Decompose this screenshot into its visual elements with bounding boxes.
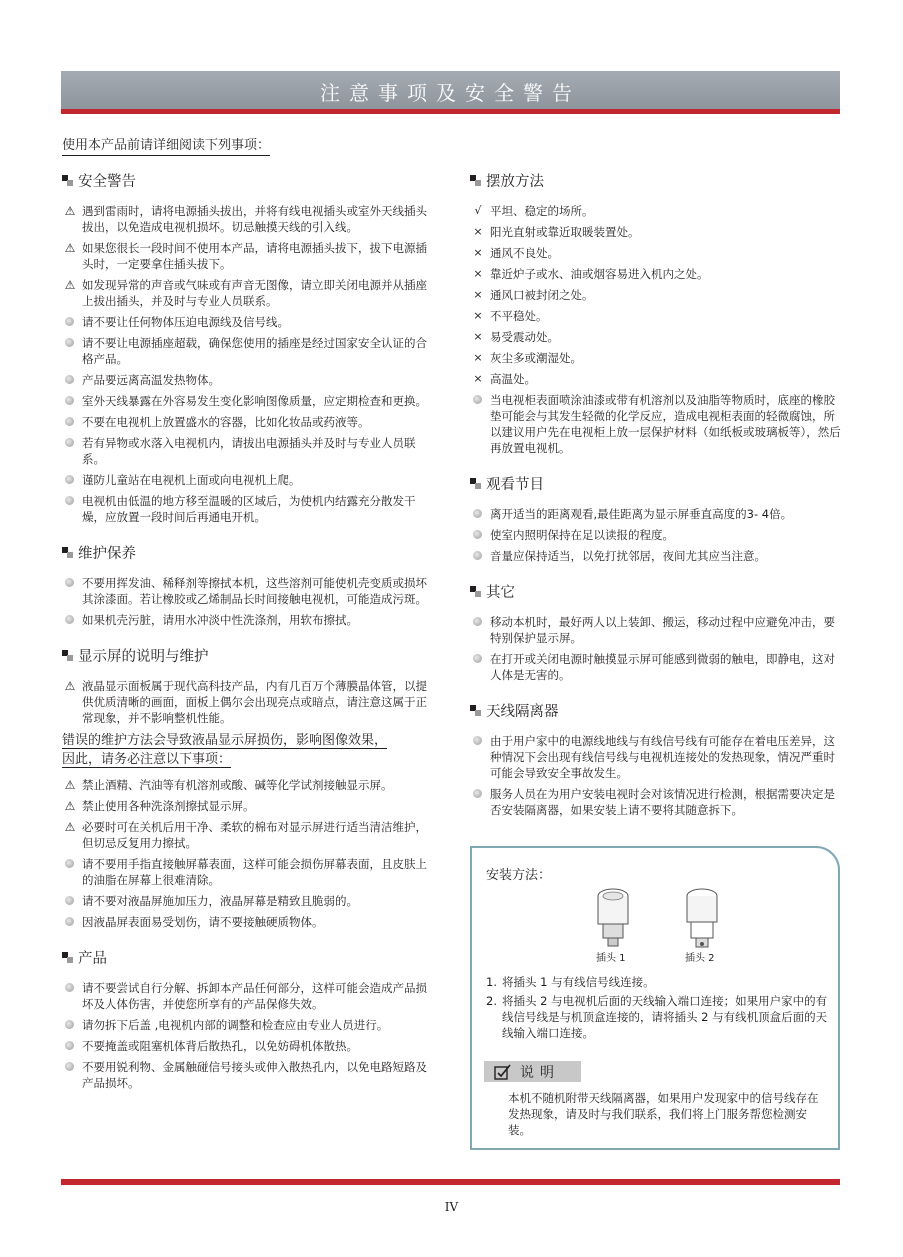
- list-item: [62, 1059, 434, 1091]
- section-title-text: 其它: [486, 585, 515, 601]
- cross-icon: ×: [473, 288, 483, 301]
- warning-icon: ⚠: [64, 278, 76, 292]
- list-item: [62, 393, 434, 409]
- list-item-text: 当电视柜表面喷涂油漆或带有机溶剂以及油脂等物质时，底座的橡胶垫可能会与其发生轻微的化学反应，造成电视柜表面的轻微腐蚀，所以建议用户先在电视柜上放一层保护材料（如纸板或玻璃板等），然后再放置电视机。: [490, 393, 841, 455]
- list-item-text: 如果您很长一段时间不使用本产品，请将电源插头拔下，拔下电源插头时，一定要拿住插头拔下。: [82, 241, 427, 271]
- bullet-dot-icon: [65, 496, 74, 505]
- section-title-text: 观看节目: [486, 477, 544, 493]
- list-item-text: 请不要让电源插座超载，确保您使用的插座是经过国家安全认证的合格产品。: [82, 336, 427, 366]
- note-badge: [484, 1061, 581, 1082]
- section-title-other: [470, 581, 842, 602]
- section-title-maintenance: [62, 542, 434, 563]
- list-item-text: 产品要远离高温发热物体。: [82, 373, 220, 387]
- isolator-list: [470, 733, 842, 818]
- screen-warning-line1: 错误的维护方法会导致液晶显示屏损伤，影响图像效果，: [62, 733, 388, 748]
- list-item: [470, 266, 842, 282]
- other-list: [470, 614, 842, 683]
- bullet-dot-icon: [473, 736, 482, 745]
- page-number: IV: [444, 1200, 459, 1214]
- cross-icon: ×: [473, 372, 483, 385]
- list-item: [62, 893, 434, 909]
- list-item-text: 灰尘多或潮湿处。: [490, 351, 582, 365]
- list-item: [62, 314, 434, 330]
- list-item-text: 易受震动处。: [490, 330, 559, 344]
- bullet-dot-icon: [65, 983, 74, 992]
- bullet-dot-icon: [473, 395, 482, 404]
- list-item: [470, 392, 842, 456]
- install-step-text: 将插头 1 与有线信号线连接。: [502, 975, 655, 989]
- warning-icon: ⚠: [64, 204, 76, 218]
- section-marker-icon: [62, 952, 73, 963]
- cross-icon: ×: [473, 351, 483, 364]
- install-step-text: 将插头 2 与电视机后面的天线输入端口连接；如果用户家中的有线信号线是与机顶盒连接的，请将插头 2 与有线机顶盒后面的天线输入端口连接。: [502, 994, 828, 1040]
- plug-2-icon: [682, 886, 722, 956]
- section-title-text: 天线隔离器: [486, 704, 559, 720]
- section-title-isolator: [470, 700, 842, 721]
- screen-list-a: [62, 678, 434, 726]
- list-item: [62, 240, 434, 272]
- bullet-dot-icon: [65, 896, 74, 905]
- plug-1-icon: [593, 886, 633, 956]
- install-title: 安装方法：: [486, 868, 552, 883]
- list-item-text: 电视机由低温的地方移至温暖的区域后，为使机内结露充分散发干燥，应放置一段时间后再通电开机。: [82, 494, 416, 524]
- bullet-dot-icon: [65, 615, 74, 624]
- list-item-text: 室外天线暴露在外容易发生变化影响图像质量，应定期检查和更换。: [82, 394, 427, 408]
- right-column: [470, 170, 842, 823]
- section-title-text: 安全警告: [78, 174, 136, 190]
- section-marker-icon: [62, 175, 73, 186]
- bullet-dot-icon: [65, 578, 74, 587]
- list-item-text: 禁止酒精、汽油等有机溶剂或酸、碱等化学试剂接触显示屏。: [82, 778, 393, 792]
- check-icon: √: [474, 204, 482, 217]
- list-item-text: 阳光直射或靠近取暖装置处。: [490, 225, 640, 239]
- bullet-dot-icon: [65, 438, 74, 447]
- page-title: 注意事项及安全警告: [320, 81, 581, 105]
- list-item-text: 请不要让任何物体压迫电源线及信号线。: [82, 315, 289, 329]
- install-steps: [486, 974, 828, 1044]
- note-text: 本机不随机附带天线隔离器，如果用户发现家中的信号线存在发热现象，请及时与我们联系，我们将上门服务帮您检测安装。: [508, 1091, 819, 1137]
- section-title-text: 显示屏的说明与维护: [78, 649, 209, 665]
- section-marker-icon: [470, 586, 481, 597]
- list-item-text: 靠近炉子或水、油或烟容易进入机内之处。: [490, 267, 709, 281]
- section-title-text: 维护保养: [78, 546, 136, 562]
- install-step-number: 2.: [486, 994, 497, 1008]
- list-item: [470, 527, 842, 543]
- list-item: [470, 548, 842, 564]
- list-item-text: 使室内照明保持在足以读报的程度。: [490, 528, 674, 542]
- list-item: [470, 371, 842, 387]
- bullet-dot-icon: [473, 617, 482, 626]
- list-item-text: 通风口被封闭之处。: [490, 288, 594, 302]
- list-item: [62, 1017, 434, 1033]
- bullet-dot-icon: [65, 475, 74, 484]
- cross-icon: ×: [473, 267, 483, 280]
- list-item: [62, 203, 434, 235]
- list-item: [62, 435, 434, 467]
- list-item: [62, 414, 434, 430]
- list-item-text: 液晶显示面板属于现代高科技产品，内有几百万个薄膜晶体管，以提供优质清晰的画面，面板上偶尔会出现亮点或暗点，请注意这属于正常现象，并不影响整机性能。: [82, 679, 427, 725]
- section-title-placement: [470, 170, 842, 191]
- bullet-dot-icon: [65, 317, 74, 326]
- list-item-text: 不要用锐利物、金属触碰信号接头或伸入散热孔内，以免电路短路及产品损坏。: [82, 1060, 427, 1090]
- bullet-dot-icon: [473, 551, 482, 560]
- section-title-text: 产品: [78, 951, 107, 967]
- bullet-dot-icon: [65, 417, 74, 426]
- bullet-dot-icon: [65, 338, 74, 347]
- bullet-dot-icon: [473, 654, 482, 663]
- list-item-text: 请不要用手指直接触屏幕表面，这样可能会损伤屏幕表面，且皮肤上的油脂在屏幕上很难清除。: [82, 857, 427, 887]
- list-item: [62, 472, 434, 488]
- bullet-dot-icon: [65, 375, 74, 384]
- list-item: [470, 287, 842, 303]
- bullet-dot-icon: [65, 1062, 74, 1071]
- list-item: [470, 786, 842, 818]
- list-item-text: 平坦、稳定的场所。: [490, 204, 594, 218]
- list-item-text: 音量应保持适当，以免打扰邻居，夜间尤其应当注意。: [490, 549, 766, 563]
- list-item-text: 禁止使用各种洗涤剂擦拭显示屏。: [82, 799, 255, 813]
- warning-icon: ⚠: [64, 679, 76, 693]
- section-title-safety: [62, 170, 434, 191]
- list-item: [62, 1038, 434, 1054]
- list-item-text: 由于用户家中的电源线地线与有线信号线有可能存在着电压差异，这种情况下会出现有线信号线与电视机连接处的发热现象，情况严重时可能会导致安全事故发生。: [490, 734, 835, 780]
- list-item-text: 通风不良处。: [490, 246, 559, 260]
- list-item-text: 高温处。: [490, 372, 536, 386]
- section-marker-icon: [470, 175, 481, 186]
- bullet-dot-icon: [473, 509, 482, 518]
- list-item: [62, 856, 434, 888]
- warning-icon: ⚠: [64, 799, 76, 813]
- header-bar: [61, 71, 840, 109]
- list-item: [470, 651, 842, 683]
- list-item: [62, 575, 434, 607]
- list-item: [62, 678, 434, 726]
- bullet-dot-icon: [65, 396, 74, 405]
- placement-list: [470, 203, 842, 456]
- list-item: [470, 506, 842, 522]
- plug-1-label: 插头 1: [596, 953, 626, 964]
- screen-warning-line2: 因此，请务必注意以下事项：: [62, 752, 232, 767]
- install-box: [470, 846, 840, 1150]
- list-item-text: 不要用挥发油、稀释剂等擦拭本机，这些溶剂可能使机壳变质或损坏其涂漆面。若让橡胶或乙烯制品长时间接触电视机，可能造成污斑。: [82, 576, 427, 606]
- list-item-text: 遇到雷雨时，请将电源插头拔出，并将有线电视插头或室外天线插头拔出，以免造成电视机损坏。切忌触摸天线的引入线。: [82, 204, 427, 234]
- cross-icon: ×: [473, 309, 483, 322]
- list-item: [62, 777, 434, 793]
- bullet-dot-icon: [473, 789, 482, 798]
- list-item: [470, 224, 842, 240]
- list-item-text: 请勿拆下后盖 ,电视机内部的调整和检查应由专业人员进行。: [82, 1018, 389, 1032]
- section-title-text: 摆放方法: [486, 174, 544, 190]
- list-item: [62, 980, 434, 1012]
- cross-icon: ×: [473, 330, 483, 343]
- list-item-text: 如发现异常的声音或气味或有声音无图像，请立即关闭电源并从插座上拔出插头，并及时与专业人员联系。: [82, 278, 427, 308]
- list-item: [62, 335, 434, 367]
- list-item: [62, 493, 434, 525]
- list-item: [470, 733, 842, 781]
- list-item-text: 因液晶屏表面易受划伤，请不要接触硬质物体。: [82, 915, 324, 929]
- warning-icon: ⚠: [64, 778, 76, 792]
- header-divider: [61, 109, 840, 114]
- product-list: [62, 980, 434, 1091]
- footer-divider: [61, 1179, 840, 1185]
- screen-list-b: [62, 777, 434, 930]
- list-item-text: 谨防儿童站在电视机上面或向电视机上爬。: [82, 473, 301, 487]
- list-item-text: 在打开或关闭电源时触摸显示屏可能感到微弱的触电，即静电，这对人体是无害的。: [490, 652, 835, 682]
- cross-icon: ×: [473, 246, 483, 259]
- list-item: [470, 308, 842, 324]
- install-step: [486, 993, 828, 1041]
- list-item: [470, 203, 842, 219]
- list-item-text: 请不要对液晶屏施加压力，液晶屏幕是精致且脆弱的。: [82, 894, 358, 908]
- install-step-number: 1.: [486, 975, 497, 989]
- warning-icon: ⚠: [64, 820, 76, 834]
- maintenance-list: [62, 575, 434, 628]
- section-marker-icon: [62, 650, 73, 661]
- bullet-dot-icon: [65, 1020, 74, 1029]
- plug-2-label: 插头 2: [685, 953, 715, 964]
- list-item-text: 移动本机时，最好两人以上装卸、搬运，移动过程中应避免冲击，要特别保护显示屏。: [490, 615, 835, 645]
- list-item-text: 若有异物或水落入电视机内，请拔出电源插头并及时与专业人员联系。: [82, 436, 416, 466]
- list-item-text: 不要在电视机上放置盛水的容器，比如化妆品或药液等。: [82, 415, 370, 429]
- note-label: 说明: [520, 1064, 560, 1081]
- section-title-screen: [62, 645, 434, 666]
- list-item-text: 离开适当的距离观看,最佳距离为显示屏垂直高度的3- 4倍。: [490, 507, 793, 521]
- warning-icon: ⚠: [64, 241, 76, 255]
- list-item-text: 如果机壳污脏，请用水冲淡中性洗涤剂，用软布擦拭。: [82, 613, 358, 627]
- viewing-list: [470, 506, 842, 564]
- list-item: [470, 614, 842, 646]
- list-item: [62, 612, 434, 628]
- list-item: [62, 914, 434, 930]
- section-marker-icon: [470, 705, 481, 716]
- list-item: [62, 798, 434, 814]
- safety-list: [62, 203, 434, 525]
- note-check-icon: [494, 1064, 512, 1080]
- bullet-dot-icon: [65, 859, 74, 868]
- list-item-text: 不平稳处。: [490, 309, 548, 323]
- section-title-viewing: [470, 473, 842, 494]
- intro-text: 使用本产品前请详细阅读下列事项：: [62, 137, 270, 156]
- list-item-text: 服务人员在为用户安装电视时会对该情况进行检测，根据需要决定是否安装隔离器，如果安装上请不要将其随意拆下。: [490, 787, 835, 817]
- section-marker-icon: [470, 478, 481, 489]
- list-item: [470, 329, 842, 345]
- list-item: [470, 245, 842, 261]
- bullet-dot-icon: [473, 530, 482, 539]
- section-marker-icon: [62, 547, 73, 558]
- list-item: [62, 277, 434, 309]
- list-item-text: 请不要尝试自行分解、拆卸本产品任何部分，这样可能会造成产品损坏及人体伤害，并使您所享有的产品保修失效。: [82, 981, 427, 1011]
- cross-icon: ×: [473, 225, 483, 238]
- screen-warning: [62, 731, 434, 769]
- list-item: [62, 819, 434, 851]
- install-step: [486, 974, 828, 990]
- bullet-dot-icon: [65, 1041, 74, 1050]
- list-item: [62, 372, 434, 388]
- left-column: [62, 170, 434, 1096]
- list-item-text: 不要掩盖或阻塞机体背后散热孔，以免妨碍机体散热。: [82, 1039, 358, 1053]
- list-item: [470, 350, 842, 366]
- section-title-product: [62, 947, 434, 968]
- list-item-text: 必要时可在关机后用干净、柔软的棉布对显示屏进行适当清洁维护，但切忌反复用力擦拭。: [82, 820, 427, 850]
- bullet-dot-icon: [65, 917, 74, 926]
